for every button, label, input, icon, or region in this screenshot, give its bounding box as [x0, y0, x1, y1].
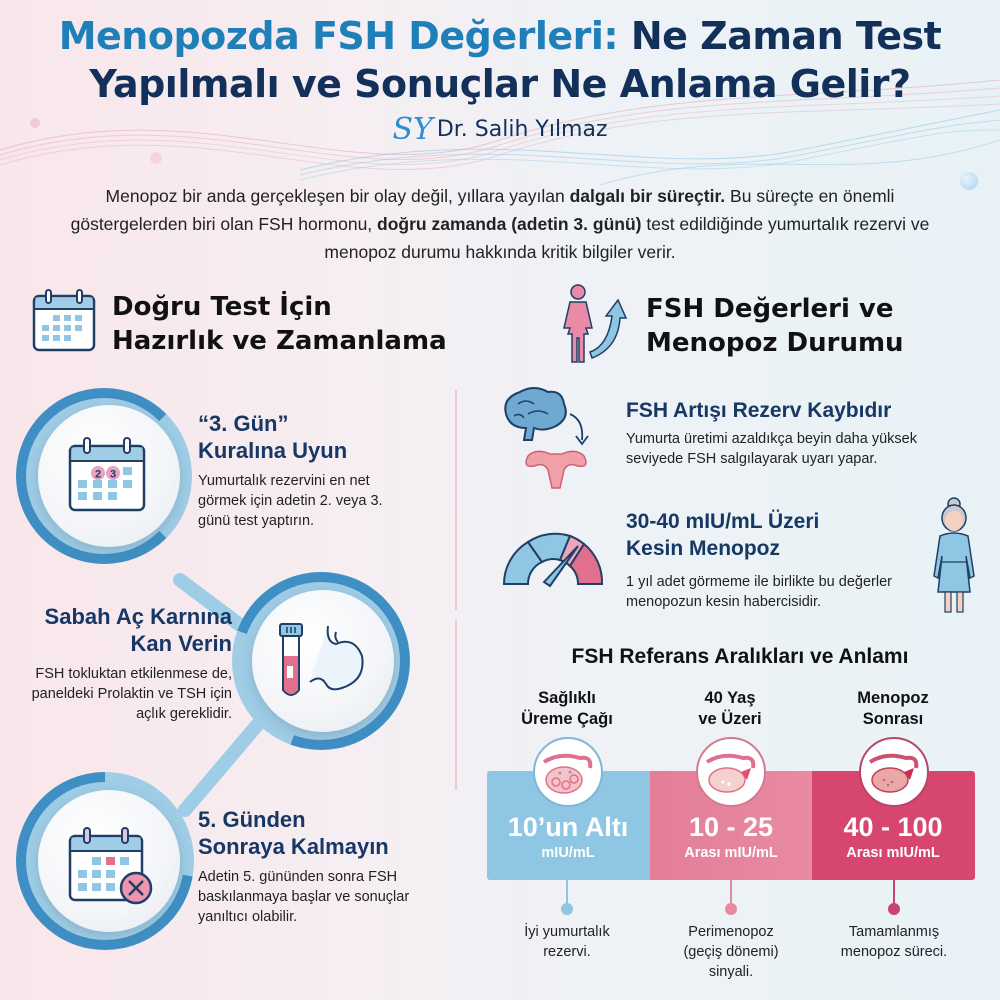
col-head-line: Üreme Çağı — [521, 710, 613, 728]
fsh-increase-item — [626, 397, 966, 469]
range-value-perimenopause — [650, 771, 812, 863]
title-line: Kesin Menopoz — [626, 537, 781, 560]
calendar-cancel-icon — [68, 826, 154, 906]
pointer-dot — [561, 903, 573, 915]
step3-title — [198, 806, 428, 860]
ref-col-head-postmenopause — [813, 688, 973, 730]
meaning-postmenopause: Tamamlanmış menopoz süreci. — [840, 924, 948, 960]
step3-text: Adetin 5. gününden sonra FSH baskılanmaya başlar ve sonuçlar yanıltıcı olabilir. — [198, 869, 410, 925]
step1-text: Yumurtalık rezervini en net görmek için adetin 2. veya 3. günü test yaptırın. — [198, 473, 383, 529]
menopause-threshold-item — [626, 508, 946, 612]
svg-text:3: 3 — [109, 468, 117, 481]
col-head-line: Sonrası — [862, 710, 924, 728]
heading-line: FSH Değerleri ve — [646, 294, 894, 324]
title-line1-rest: Ne Zaman Test — [618, 14, 942, 58]
title-line: Kan Verin — [130, 631, 232, 656]
heading-line: Doğru Test İçin — [112, 292, 332, 322]
decorative-bubble — [150, 152, 162, 164]
intro-emphasis: doğru zamanda (adetin 3. günü) — [377, 214, 642, 234]
col-head-line: 40 Yaş — [704, 689, 756, 707]
brand-logo-icon: SY — [392, 112, 433, 147]
brain-uterus-icon — [498, 384, 610, 496]
title-highlight: Menopozda FSH Değerleri: — [58, 14, 619, 58]
step1-content — [198, 410, 418, 531]
column-divider — [455, 390, 457, 610]
range-unit: mIU/mL — [541, 845, 595, 861]
col-head-line: Sağlıklı — [538, 689, 596, 707]
title-line2: Yapılmalı ve Sonuçlar Ne Anlama Gelir? — [89, 62, 911, 106]
range-value: 10’un Altı — [507, 812, 629, 842]
gauge-icon — [498, 524, 608, 588]
meaning-healthy: İyi yumurtalık rezervi. — [524, 924, 610, 960]
svg-text:2: 2 — [94, 468, 102, 481]
calendar-icon — [32, 288, 96, 352]
title-line: 30-40 mIU/mL Üzeri — [626, 510, 820, 533]
pointer-dot — [888, 903, 900, 915]
range-unit: Arası mIU/mL — [684, 845, 778, 861]
intro-paragraph — [60, 182, 940, 266]
ref-col-head-healthy — [487, 688, 647, 730]
older-woman-icon — [930, 496, 978, 616]
intro-emphasis: dalgalı bir süreçtir. — [569, 186, 726, 206]
heading-line: Hazırlık ve Zamanlama — [112, 326, 447, 356]
range-unit: Arası mIU/mL — [846, 845, 940, 861]
test-tube-stomach-icon — [276, 622, 372, 702]
step3-content — [198, 806, 428, 927]
intro-text: test edildiğinde yumurtalık rezervi ve menopoz durumu hakkında kritik bilgiler verir. — [324, 214, 930, 262]
section-heading-test-prep — [112, 290, 447, 358]
woman-arrow-up-icon — [560, 282, 630, 364]
range-value-postmenopause — [812, 771, 974, 863]
menopause-threshold-text: 1 yıl adet görmeme ile birlikte bu değerler menopozun kesin habercisidir. — [626, 574, 892, 610]
title-line: Kuralına Uyun — [198, 438, 348, 463]
decorative-bubble — [960, 172, 978, 190]
column-divider — [455, 620, 457, 790]
reference-ranges-title: FSH Referans Aralıkları ve Anlamı — [571, 645, 909, 668]
section-heading-fsh-values — [646, 292, 904, 360]
col-head-line: ve Üzeri — [698, 710, 762, 728]
range-value-healthy — [487, 771, 649, 863]
ref-col-head-40plus — [650, 688, 810, 730]
heading-line: Menopoz Durumu — [646, 328, 904, 358]
meaning-perimenopause: Perimenopoz (geçiş dönemi) sinyali. — [683, 924, 779, 980]
title-line: “3. Gün” — [198, 411, 289, 436]
title-line: Sabah Aç Karnına — [44, 604, 232, 629]
col-head-line: Menopoz — [857, 689, 929, 707]
author-brand — [0, 112, 1000, 147]
title-line: 5. Günden — [198, 807, 306, 832]
fsh-increase-text: Yumurta üretimi azaldıkça beyin daha yüksek seviyede FSH salgılayarak uyarı yapar. — [626, 431, 917, 467]
step2-content — [10, 603, 232, 724]
page-title — [0, 12, 1000, 108]
range-value: 40 - 100 — [843, 812, 943, 842]
pointer-dot — [725, 903, 737, 915]
step2-text: FSH tokluktan etkilenmese de, paneldeki Prolaktin ve TSH için açlık gereklidir. — [31, 666, 232, 722]
step2-title — [10, 603, 232, 657]
fsh-increase-title: FSH Artışı Rezerv Kaybıdır — [626, 399, 892, 422]
menopause-threshold-title — [626, 508, 946, 562]
intro-text: Menopoz bir anda gerçekleşen bir olay değil, yıllara yayılan — [105, 186, 570, 206]
title-line: Sonraya Kalmayın — [198, 834, 389, 859]
range-value: 10 - 25 — [688, 812, 774, 842]
step1-title — [198, 410, 418, 464]
author-name: Dr. Salih Yılmaz — [436, 117, 608, 142]
intro-text: Bu süreçte en önemli göstergelerden biri olan FSH hormonu, — [70, 186, 895, 234]
calendar-day-icon — [68, 436, 146, 514]
